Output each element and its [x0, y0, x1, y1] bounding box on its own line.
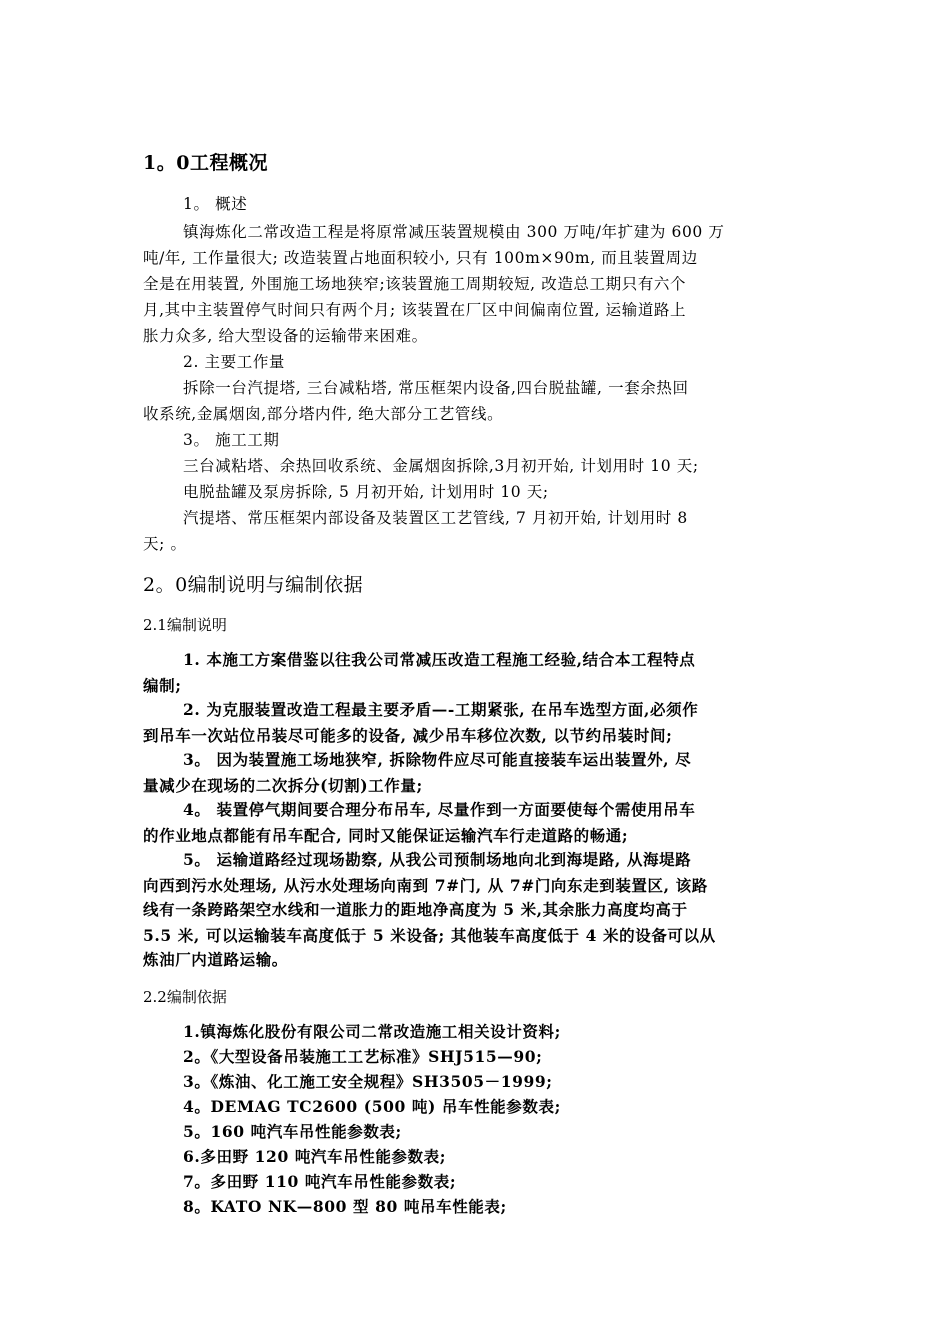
list-item-line: 编制;: [143, 676, 182, 695]
section-2-title: 2。0编制说明与编制依据: [143, 574, 364, 596]
paragraph-line: 全是在用装置, 外围施工场地狭窄;该装置施工周期较短, 改造总工期只有六个: [143, 275, 687, 293]
reference-item: 5。160 吨汽车吊性能参数表;: [183, 1122, 402, 1141]
reference-item: 6.多田野 120 吨汽车吊性能参数表;: [183, 1147, 447, 1166]
subsection-workload-title: 2. 主要工作量: [183, 353, 286, 371]
paragraph-line: 拆除一台汽提塔, 三台减粘塔, 常压框架内设备,四台脱盐罐, 一套余热回: [183, 379, 689, 397]
reference-item: 3。《炼油、化工施工安全规程》SH3505－1999;: [183, 1072, 553, 1091]
list-item-line: 到吊车一次站位吊装尽可能多的设备, 减少吊车移位次数, 以节约吊装时间;: [143, 726, 673, 745]
reference-item: 1.镇海炼化股份有限公司二常改造施工相关设计资料;: [183, 1022, 561, 1041]
list-item-line: 5。 运输道路经过现场勘察, 从我公司预制场地向北到海堤路, 从海堤路: [183, 850, 692, 869]
list-item-line: 3。 因为装置施工场地狭窄, 拆除物件应尽可能直接装车运出装置外, 尽: [183, 750, 692, 769]
reference-item: 2。《大型设备吊装施工工艺标准》SHJ515—90;: [183, 1047, 543, 1066]
reference-item: 8。KATO NK—800 型 80 吨吊车性能表;: [183, 1197, 507, 1216]
paragraph-line: 三台减粘塔、余热回收系统、金属烟囱拆除,3月初开始, 计划用时 10 天;: [183, 457, 699, 475]
reference-item: 4。DEMAG TC2600 (500 吨) 吊车性能参数表;: [183, 1097, 561, 1116]
paragraph-line: 天; 。: [143, 535, 187, 553]
list-item-line: 线有一条跨路架空水线和一道胀力的距地净高度为 5 米,其余胀力高度均高于: [143, 900, 688, 919]
subsection-2-2-title: 2.2编制依据: [143, 988, 227, 1006]
subsection-2-1-title: 2.1编制说明: [143, 616, 227, 634]
list-item-line: 向西到污水处理场, 从污水处理场向南到 7#门, 从 7#门向东走到装置区, 该路: [143, 876, 708, 895]
paragraph-line: 胀力众多, 给大型设备的运输带来困难。: [143, 327, 428, 345]
list-item-line: 的作业地点都能有吊车配合, 同时又能保证运输汽车行走道路的畅通;: [143, 826, 629, 845]
list-item-line: 量减少在现场的二次拆分(切割)工作量;: [143, 776, 423, 795]
section-1-title: 1。0工程概况: [143, 152, 268, 174]
paragraph-line: 月,其中主装置停气时间只有两个月; 该装置在厂区中间偏南位置, 运输道路上: [143, 301, 687, 319]
subsection-overview-title: 1。 概述: [183, 195, 248, 213]
list-item-line: 炼油厂内道路运输。: [143, 950, 288, 969]
paragraph-line: 汽提塔、常压框架内部设备及装置区工艺管线, 7 月初开始, 计划用时 8: [183, 509, 688, 527]
list-item-line: 2. 为克服装置改造工程最主要矛盾—-工期紧张, 在吊车选型方面,必须作: [183, 700, 699, 719]
paragraph-line: 电脱盐罐及泵房拆除, 5 月初开始, 计划用时 10 天;: [183, 483, 549, 501]
reference-item: 7。多田野 110 吨汽车吊性能参数表;: [183, 1172, 457, 1191]
paragraph-line: 镇海炼化二常改造工程是将原常减压装置规模由 300 万吨/年扩建为 600 万: [183, 223, 725, 241]
paragraph-line: 收系统,金属烟囱,部分塔内件, 绝大部分工艺管线。: [143, 405, 504, 423]
list-item-line: 1. 本施工方案借鉴以往我公司常减压改造工程施工经验,结合本工程特点: [183, 650, 696, 669]
list-item-line: 5.5 米, 可以运输装车高度低于 5 米设备; 其他装车高度低于 4 米的设备可以从: [143, 926, 716, 945]
paragraph-line: 吨/年, 工作量很大; 改造装置占地面积较小, 只有 100m×90m, 而且装置周边: [143, 249, 698, 267]
list-item-line: 4。 装置停气期间要合理分布吊车, 尽量作到一方面要使每个需使用吊车: [183, 800, 696, 819]
subsection-schedule-title: 3。 施工工期: [183, 431, 280, 449]
